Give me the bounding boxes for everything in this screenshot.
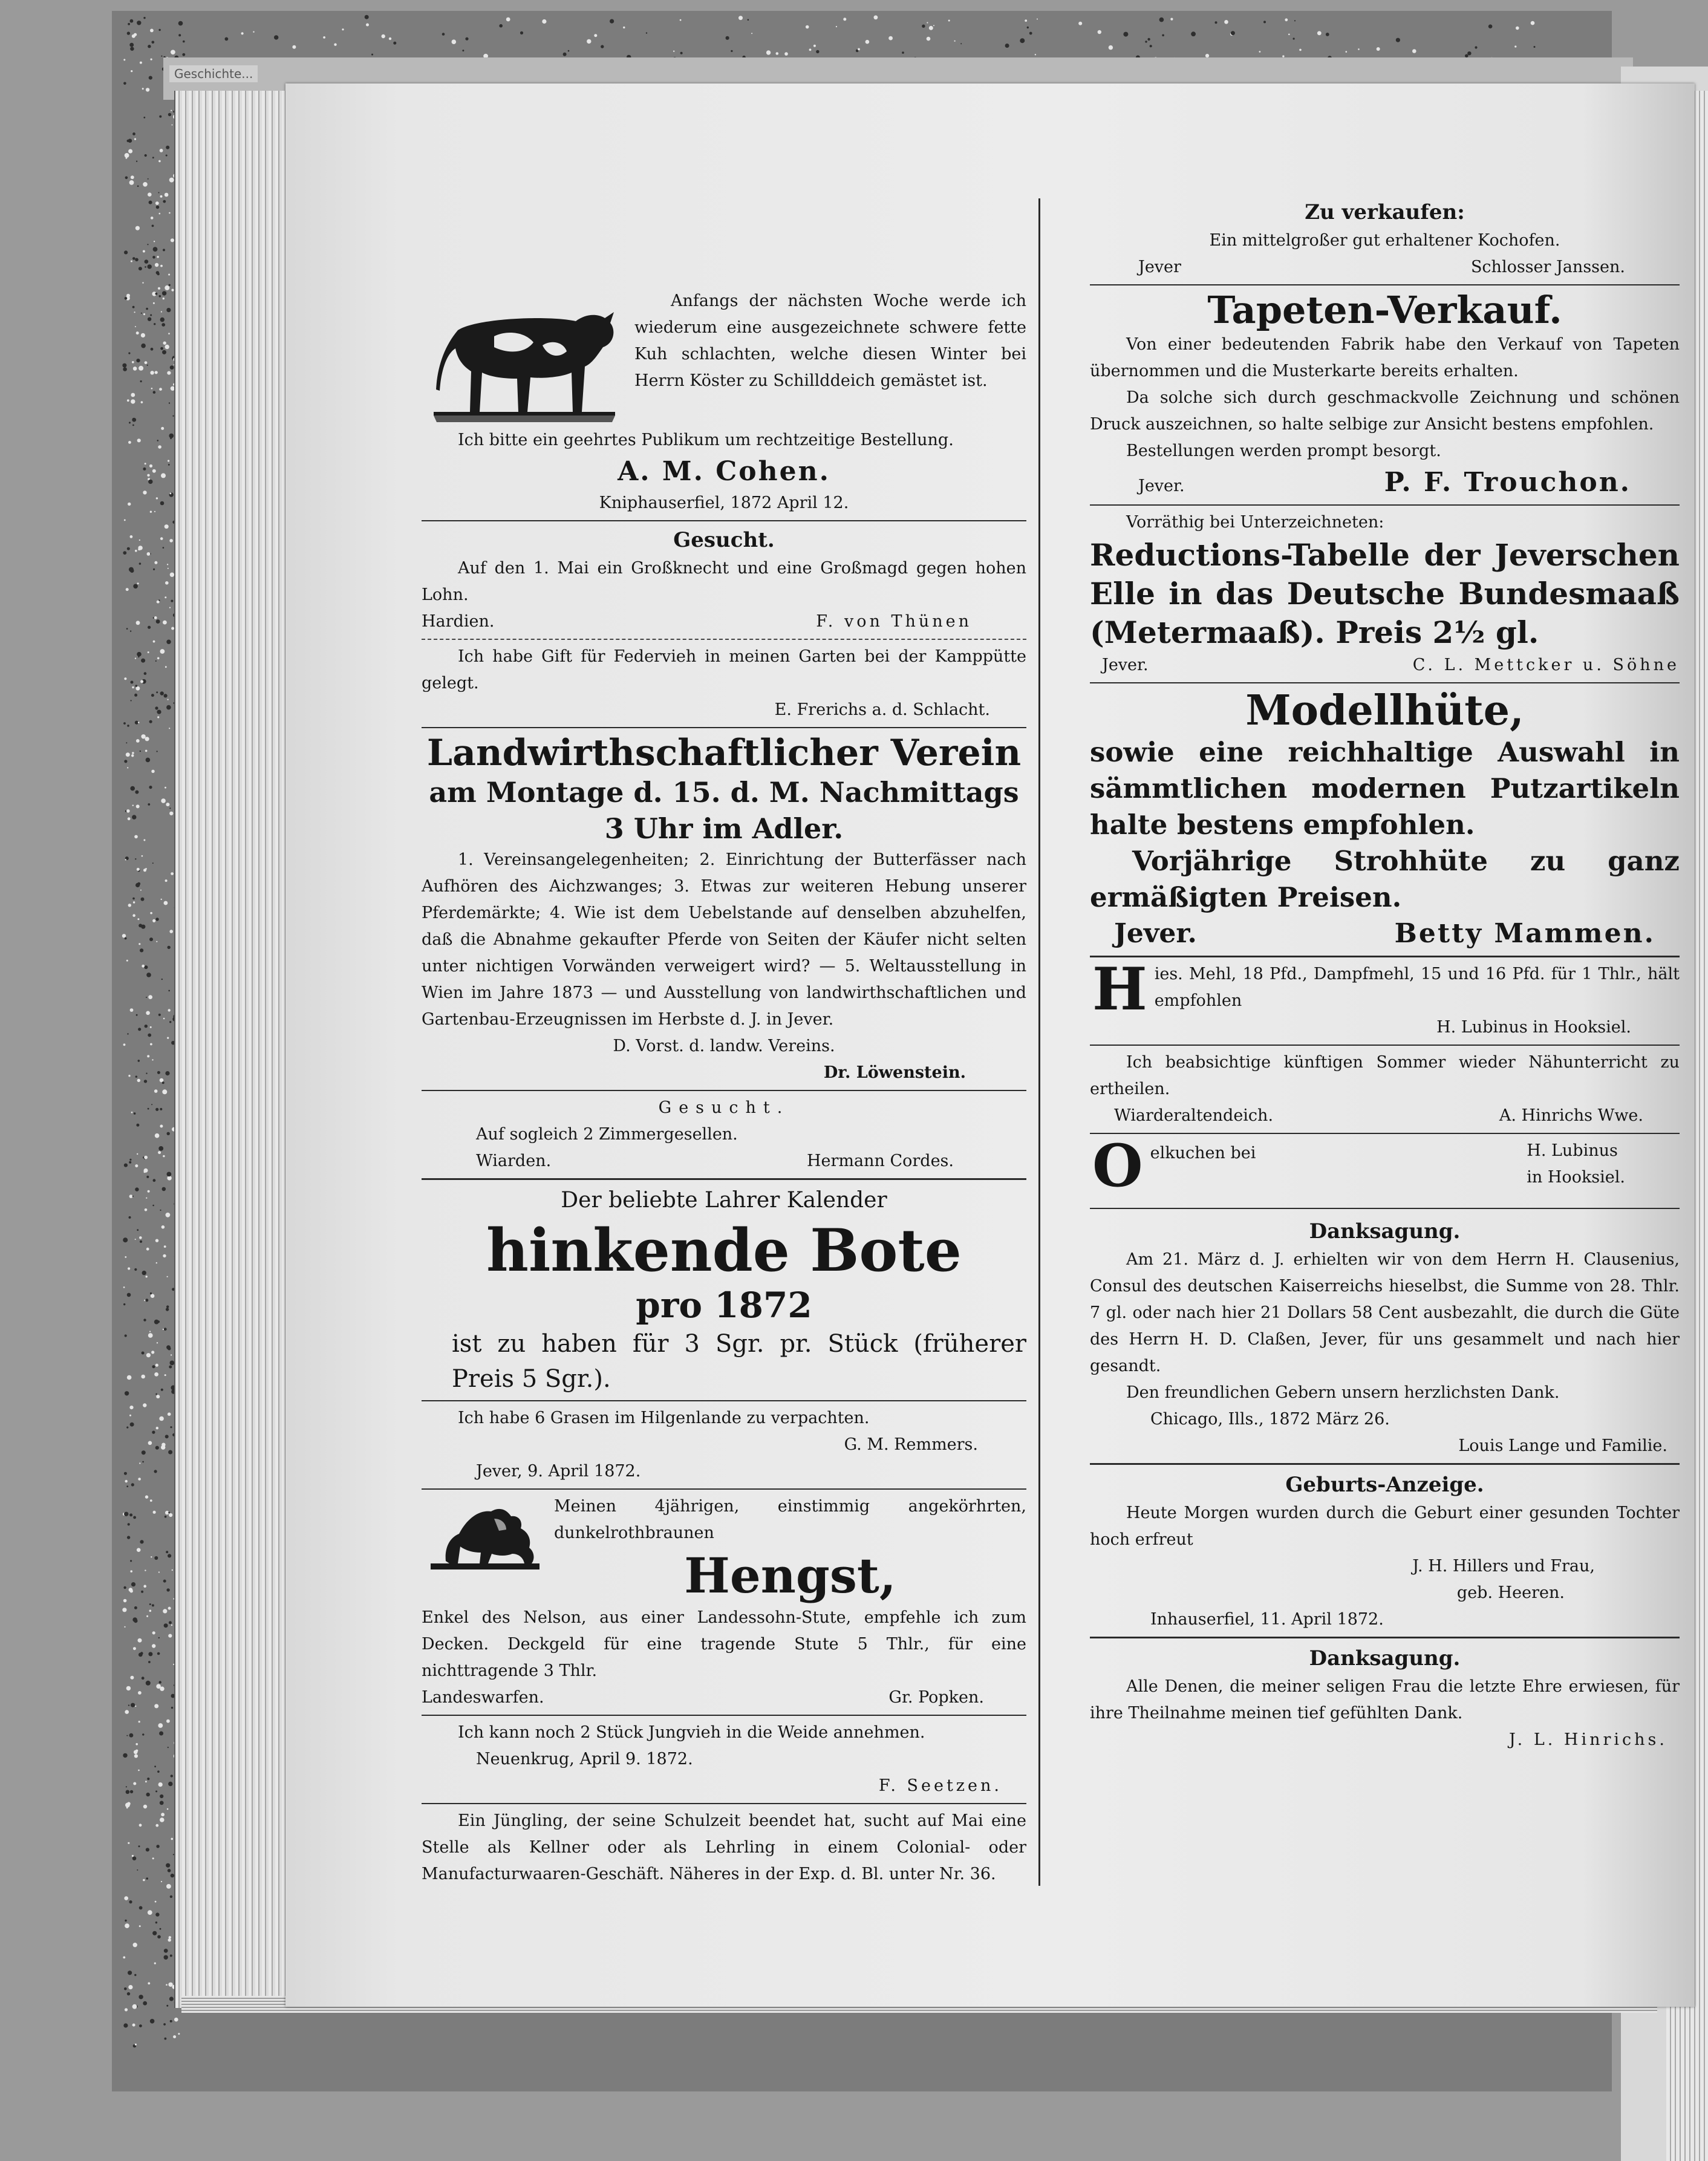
drop-capital: H: [1092, 955, 1147, 1023]
ad-signature: J. H. Hillers und Frau,: [1412, 1557, 1595, 1576]
ad-separator: [422, 1803, 1026, 1804]
ad-separator: [1090, 1208, 1680, 1209]
ad-dateline: Neuenkrug, April 9. 1872.: [476, 1750, 693, 1768]
ad-title: Landwirthschaftlicher Verein: [426, 732, 1022, 774]
ad-mehl: [1090, 955, 1680, 1041]
ad-text: Ich habe Gift für Federvieh in meinen Garten bei der Kamppütte gelegt.: [422, 647, 1026, 693]
ad-jungvieh: [422, 1719, 1026, 1799]
ad-heading: Gesucht.: [673, 528, 775, 552]
ad-tapeten-verkauf: [1090, 289, 1680, 501]
ad-text: Da solche sich durch geschmackvolle Zeichnung und schönen Druck auszeichnen, so halte selbige zur Ansicht bestens empfohlen.: [1090, 388, 1680, 434]
ad-signature: H. Lubinus: [1527, 1141, 1618, 1160]
ad-geburts-anzeige: [1090, 1470, 1680, 1633]
ad-separator: [1090, 1045, 1680, 1046]
ad-text: Ich beabsichtige künftigen Sommer wieder Nähunterricht zu ertheilen.: [1090, 1053, 1680, 1098]
ad-separator: [422, 1400, 1026, 1401]
ad-text: ist zu haben für 3 Sgr. pr. Stück (früherer Preis 5 Sgr.).: [452, 1330, 1026, 1393]
ad-reductions-tabelle: [1090, 509, 1680, 679]
ad-text: Vorjährige Strohhüte zu ganz ermäßigten Preisen.: [1090, 845, 1680, 913]
ad-title: Hengst,: [684, 1547, 896, 1604]
ad-intro: Vorräthig bei Unterzeichneten:: [1126, 513, 1384, 532]
ad-signature: P. F. Trouchon.: [1384, 467, 1631, 498]
ad-separator: [1090, 284, 1680, 285]
ad-dateline: Kniphauserfiel, 1872 April 12.: [599, 494, 849, 512]
ad-text: Bestellungen werden prompt besorgt.: [1126, 442, 1441, 460]
ad-text: Auf sogleich 2 Zimmergesellen.: [476, 1125, 738, 1144]
right-column: [1090, 197, 1680, 1753]
ad-heading: Gesucht.: [658, 1098, 790, 1117]
ad-intro: Der beliebte Lahrer Kalender: [561, 1188, 887, 1213]
left-column: [422, 197, 1026, 1888]
ad-dateline: Chicago, Ills., 1872 März 26.: [1150, 1410, 1390, 1429]
ad-text: Den freundlichen Gebern unsern herzlichsten Dank.: [1126, 1383, 1560, 1402]
ad-place: Jever: [1138, 258, 1181, 276]
ad-gesucht-grossknecht: [422, 525, 1026, 635]
ad-cohen: [422, 288, 1026, 517]
cow-icon: [422, 288, 627, 427]
ad-year: pro 1872: [636, 1285, 812, 1326]
ad-signature: Gr. Popken.: [888, 1688, 984, 1707]
ad-separator: [1090, 504, 1680, 506]
ad-separator: [1090, 956, 1680, 957]
ad-signature: Hermann Cordes.: [806, 1152, 954, 1170]
ad-place: Jever.: [1114, 918, 1197, 949]
ad-hinkende-bote: [422, 1184, 1026, 1397]
ad-danksagung-hinrichs: [1090, 1643, 1680, 1753]
ad-signature: F. Seetzen.: [878, 1776, 1002, 1795]
ad-signature: J. L. Hinrichs.: [1508, 1730, 1667, 1749]
ad-text: Enkel des Nelson, aus einer Landessohn-Stute, empfehle ich zum Decken. Deckgeld für eine tragende Stute 5 Thlr., für eine nichttragende 3 Thlr.: [422, 1608, 1026, 1680]
newspaper-page: [285, 83, 1695, 2007]
ad-separator: [422, 727, 1026, 728]
ad-naehunterricht: [1090, 1049, 1680, 1129]
ad-juengling: [422, 1808, 1026, 1888]
ad-separator: [422, 1090, 1026, 1091]
drop-capital: O: [1092, 1132, 1143, 1200]
column-divider: [1038, 198, 1040, 1886]
ad-signature: H. Lubinus in Hooksiel.: [1436, 1018, 1631, 1037]
ad-signature: F. von Thünen: [816, 612, 972, 631]
ad-place: Wiarden.: [476, 1152, 552, 1170]
cover-label: Geschichte...: [169, 65, 258, 82]
ad-intro: Meinen 4jährigen, einstimmig angekörhrten, dunkelrothbraunen: [554, 1497, 1026, 1542]
ad-separator: [422, 639, 1026, 640]
ad-text: elkuchen bei: [1150, 1144, 1256, 1162]
ad-separator: [1090, 1463, 1680, 1465]
ad-text: Ich bitte ein geehrtes Publikum um rechtzeitige Bestellung.: [458, 431, 954, 449]
ad-dateline: Jever, 9. April 1872.: [476, 1462, 641, 1481]
ad-hengst: [422, 1493, 1026, 1711]
ad-title: Reductions-Tabelle der Jeverschen Elle in das Deutsche Bundesmaaß (Metermaaß). Preis 2½ gl.: [1090, 537, 1680, 650]
ad-signature: E. Frerichs a. d. Schlacht.: [774, 700, 990, 719]
horse-icon: [422, 1501, 546, 1573]
ad-heading: Danksagung.: [1309, 1646, 1461, 1670]
ad-kochofen: [1090, 197, 1680, 281]
ad-heading: Danksagung.: [1309, 1219, 1461, 1243]
ad-heading: Zu verkaufen:: [1305, 200, 1465, 224]
ad-place: Wiarderaltendeich.: [1114, 1106, 1274, 1125]
page-stack-edges: [174, 91, 296, 2008]
ad-gesucht-zimmergesellen: [422, 1095, 1026, 1175]
ad-signature: A. M. Cohen.: [618, 456, 830, 487]
ad-separator: [422, 520, 1026, 521]
ad-separator: [422, 1178, 1026, 1180]
ad-text: Anfangs der nächsten Woche werde ich wiederum eine ausgezeichnete schwere fette Kuh schlachten, welche diesen Winter bei Herrn Köster zu Schillddeich gemästet ist.: [634, 292, 1026, 390]
ad-text: Alle Denen, die meiner seligen Frau die letzte Ehre erwiesen, für ihre Theilnahme meinen tief gefühlten Dank.: [1090, 1677, 1680, 1723]
ad-signature: in Hooksiel.: [1527, 1168, 1625, 1187]
ad-signature: Betty Mammen.: [1394, 918, 1655, 949]
ad-subtitle: am Montage d. 15. d. M. Nachmittags 3 Uhr im Adler.: [429, 776, 1019, 845]
ad-separator: [1090, 682, 1680, 683]
ad-grasen: [422, 1405, 1026, 1485]
ad-signature: C. L. Mettcker u. Söhne: [1412, 656, 1680, 674]
ad-title: hinkende Bote: [486, 1216, 962, 1285]
ad-text: Ein Jüngling, der seine Schulzeit beendet hat, sucht auf Mai eine Stelle als Kellner oder als Lehrling in einem Colonial- oder Manufacturwaaren-Geschäft. Näheres in der Exp. d. Bl. unter Nr. 36.: [422, 1811, 1026, 1883]
ad-signature: D. Vorst. d. landw. Vereins.: [613, 1037, 835, 1055]
ad-modellhuete: [1090, 687, 1680, 952]
ad-signature: Louis Lange und Familie.: [1458, 1436, 1667, 1455]
ad-place: Jever.: [1138, 477, 1185, 495]
ad-text: Von einer bedeutenden Fabrik habe den Verkauf von Tapeten übernommen und die Musterkarte bereits erhalten.: [1090, 335, 1680, 380]
ad-text: ies. Mehl, 18 Pfd., Dampfmehl, 15 und 16 Pfd. für 1 Thlr., hält empfohlen: [1154, 965, 1680, 1010]
ad-text: Ich kann noch 2 Stück Jungvieh in die Weide annehmen.: [458, 1723, 925, 1742]
ad-place: Hardien.: [422, 612, 495, 631]
ad-signature: G. M. Remmers.: [844, 1435, 978, 1454]
ad-dateline: Inhauserfiel, 11. April 1872.: [1150, 1610, 1384, 1629]
ad-title: Tapeten-Verkauf.: [1207, 288, 1562, 332]
ad-landwirthschaftlicher-verein: [422, 732, 1026, 1086]
ad-text: Am 21. März d. J. erhielten wir von dem Herrn H. Clausenius, Consul des deutschen Kaiserreichs hieselbst, die Summe von 28. Thlr. 7 gl. oder nach hier 21 Dollars 58 Cent ausbezahlt, die durch die Güte des Herrn H. D. Claßen, Jever, für uns gesammelt und nach hier gesandt.: [1090, 1250, 1680, 1375]
ad-text: sowie eine reichhaltige Auswahl in sämmtlichen modernen Putzartikeln halte bestens empfohlen.: [1090, 736, 1680, 841]
ad-place: Landeswarfen.: [422, 1688, 544, 1707]
ad-title: Modellhüte,: [1245, 686, 1524, 735]
ad-gift: [422, 644, 1026, 723]
ad-text: Ich habe 6 Grasen im Hilgenlande zu verpachten.: [458, 1409, 870, 1427]
ad-oelkuchen: [1090, 1132, 1680, 1200]
ad-text: Auf den 1. Mai ein Großknecht und eine Großmagd gegen hohen Lohn.: [422, 559, 1026, 604]
ad-signature: Schlosser Janssen.: [1470, 258, 1625, 276]
ad-signature: A. Hinrichs Wwe.: [1499, 1106, 1643, 1125]
ad-separator: [1090, 1133, 1680, 1134]
ad-text: Heute Morgen wurden durch die Geburt einer gesunden Tochter hoch erfreut: [1090, 1504, 1680, 1549]
ad-danksagung-chicago: [1090, 1216, 1680, 1459]
ad-separator: [422, 1715, 1026, 1716]
ad-place: Jever.: [1102, 656, 1149, 674]
ad-text: 1. Vereinsangelegenheiten; 2. Einrichtung der Butterfässer nach Aufhören des Aichzwanges; 3. Etwas zur weiteren Hebung unserer Pferdemärkte; 4. Wie ist dem Uebelstande auf denselben abzuhelfen, daß die Abnahme gekaufter Pferde von Seiten der Käufer nicht selten unter nichtigen Vorwänden verweigert wird? — 5. Weltausstellung in Wien im Jahre 1873 — und Ausstellung von landwirthschaftlichen und Gartenbau-Erzeugnissen im Herbste d. J. in Jever.: [422, 850, 1026, 1029]
ad-separator: [1090, 1637, 1680, 1638]
ad-signature: Dr. Löwenstein.: [823, 1063, 966, 1082]
ad-heading: Geburts-Anzeige.: [1285, 1473, 1484, 1497]
ad-text: Ein mittelgroßer gut erhaltener Kochofen.: [1209, 231, 1560, 250]
ad-signature: geb. Heeren.: [1456, 1583, 1565, 1602]
ad-separator: [422, 1488, 1026, 1490]
